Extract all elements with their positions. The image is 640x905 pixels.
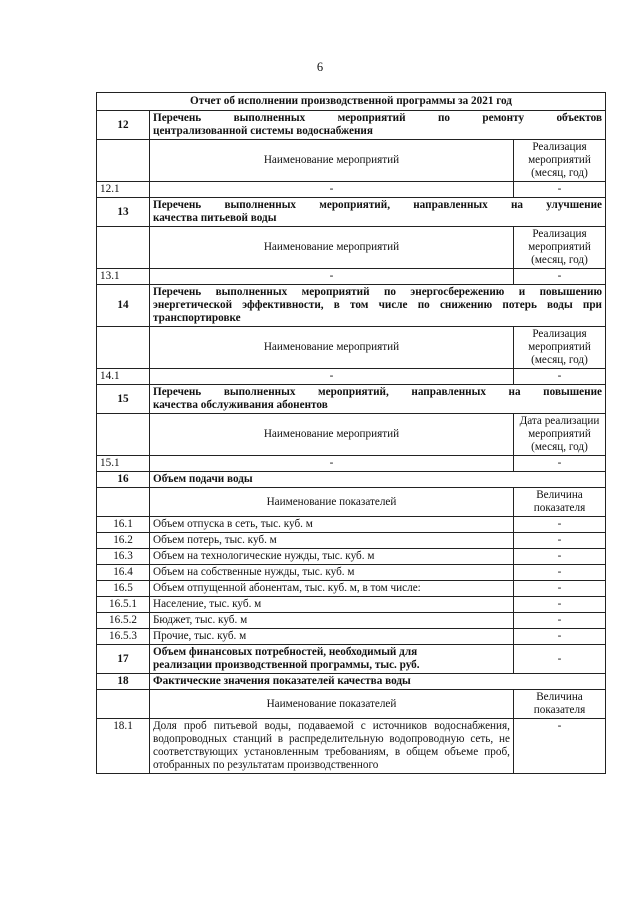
table-row: [97, 549, 606, 565]
section-number: 15: [97, 385, 150, 414]
section-17-row: [97, 645, 606, 674]
section-15-columns: [97, 414, 606, 456]
row-value: -: [513, 533, 605, 549]
column-header-name: Наименование мероприятий: [150, 227, 514, 269]
section-title: Перечень выполненных мероприятий, направленных на повышение качества обслуживания абонентов: [150, 385, 606, 414]
row-number: 14.1: [97, 369, 150, 385]
section-number: 16: [97, 472, 150, 488]
table-row: [97, 182, 606, 198]
row-value: -: [513, 456, 605, 472]
table-row: [97, 565, 606, 581]
column-header-name: Наименование мероприятий: [150, 140, 514, 182]
section-18-columns: [97, 690, 606, 719]
row-number: 16.5: [97, 581, 150, 597]
row-value: -: [513, 719, 605, 774]
row-value: -: [513, 613, 605, 629]
column-header-value: Реализация мероприятий (месяц, год): [513, 140, 605, 182]
row-number: 18.1: [97, 719, 150, 774]
section-number: 17: [97, 645, 150, 674]
row-value: -: [513, 182, 605, 198]
table-row: [97, 456, 606, 472]
row-name: Население, тыс. куб. м: [150, 597, 514, 613]
table-row: [97, 533, 606, 549]
row-name: -: [150, 269, 514, 285]
section-12-header: [97, 111, 606, 140]
row-number: 16.4: [97, 565, 150, 581]
column-header-name: Наименование мероприятий: [150, 414, 514, 456]
column-header-value: Дата реализации мероприятий (месяц, год): [513, 414, 605, 456]
row-name: Объем на собственные нужды, тыс. куб. м: [150, 565, 514, 581]
row-number: 16.5.2: [97, 613, 150, 629]
section-14-columns: [97, 327, 606, 369]
row-number: 16.3: [97, 549, 150, 565]
report-title-row: [97, 93, 606, 111]
row-number: 15.1: [97, 456, 150, 472]
column-header-value: Реализация мероприятий (месяц, год): [513, 327, 605, 369]
row-name: -: [150, 456, 514, 472]
page-number: 6: [316, 60, 324, 74]
column-header-name: Наименование показателей: [150, 488, 514, 517]
row-name: Объем на технологические нужды, тыс. куб. м: [150, 549, 514, 565]
row-value: -: [513, 581, 605, 597]
row-name: Доля проб питьевой воды, подаваемой с источников водоснабжения, водопроводных станций в распределительную водопроводную сеть, не соответствующих установленным требованиям, в общем объеме проб, отобранных по результатам производственного: [150, 719, 514, 774]
section-title: Объем подачи воды: [150, 472, 606, 488]
table-row: [97, 581, 606, 597]
table-row: [97, 369, 606, 385]
row-number: 16.1: [97, 517, 150, 533]
row-name: -: [150, 182, 514, 198]
report-title: Отчет об исполнении производственной программы за 2021 год: [97, 93, 606, 111]
row-value: -: [513, 565, 605, 581]
section-14-header: [97, 285, 606, 327]
row-value: -: [513, 369, 605, 385]
column-header-name: Наименование показателей: [150, 690, 514, 719]
table-row: [97, 517, 606, 533]
row-name: Объем отпущенной абонентам, тыс. куб. м, в том числе:: [150, 581, 514, 597]
row-number: 12.1: [97, 182, 150, 198]
report-table: [96, 92, 606, 774]
table-row: [97, 597, 606, 613]
column-header-value: Величина показателя: [513, 690, 605, 719]
table-row: [97, 719, 606, 774]
column-header-name: Наименование мероприятий: [150, 327, 514, 369]
table-row: [97, 269, 606, 285]
section-title: Перечень выполненных мероприятий по ремонту объектов централизованной системы водоснабжения: [150, 111, 606, 140]
section-13-header: [97, 198, 606, 227]
section-number: 13: [97, 198, 150, 227]
row-value: -: [513, 517, 605, 533]
section-title: Объем финансовых потребностей, необходимый для реализации производственной программы, тыс. руб.: [150, 645, 514, 674]
section-16-columns: [97, 488, 606, 517]
row-number: 13.1: [97, 269, 150, 285]
row-value: -: [513, 549, 605, 565]
section-12-columns: [97, 140, 606, 182]
section-number: 12: [97, 111, 150, 140]
row-number: 16.5.1: [97, 597, 150, 613]
row-name: Бюджет, тыс. куб. м: [150, 613, 514, 629]
table-row: [97, 613, 606, 629]
section-number: 14: [97, 285, 150, 327]
section-16-header: [97, 472, 606, 488]
row-value: -: [513, 629, 605, 645]
section-title: Фактические значения показателей качества воды: [150, 674, 606, 690]
table-row: [97, 629, 606, 645]
section-title: Перечень выполненных мероприятий по энергосбережению и повышению энергетической эффективности, в том числе по снижению потерь воды при транспортировке: [150, 285, 606, 327]
row-value: -: [513, 645, 605, 674]
section-number: 18: [97, 674, 150, 690]
row-number: 16.2: [97, 533, 150, 549]
row-name: Объем отпуска в сеть, тыс. куб. м: [150, 517, 514, 533]
section-15-header: [97, 385, 606, 414]
row-number: 16.5.3: [97, 629, 150, 645]
row-name: Прочие, тыс. куб. м: [150, 629, 514, 645]
row-value: -: [513, 597, 605, 613]
section-13-columns: [97, 227, 606, 269]
section-18-header: [97, 674, 606, 690]
column-header-value: Реализация мероприятий (месяц, год): [513, 227, 605, 269]
section-title: Перечень выполненных мероприятий, направленных на улучшение качества питьевой воды: [150, 198, 606, 227]
column-header-value: Величина показателя: [513, 488, 605, 517]
row-name: Объем потерь, тыс. куб. м: [150, 533, 514, 549]
row-name: -: [150, 369, 514, 385]
row-value: -: [513, 269, 605, 285]
